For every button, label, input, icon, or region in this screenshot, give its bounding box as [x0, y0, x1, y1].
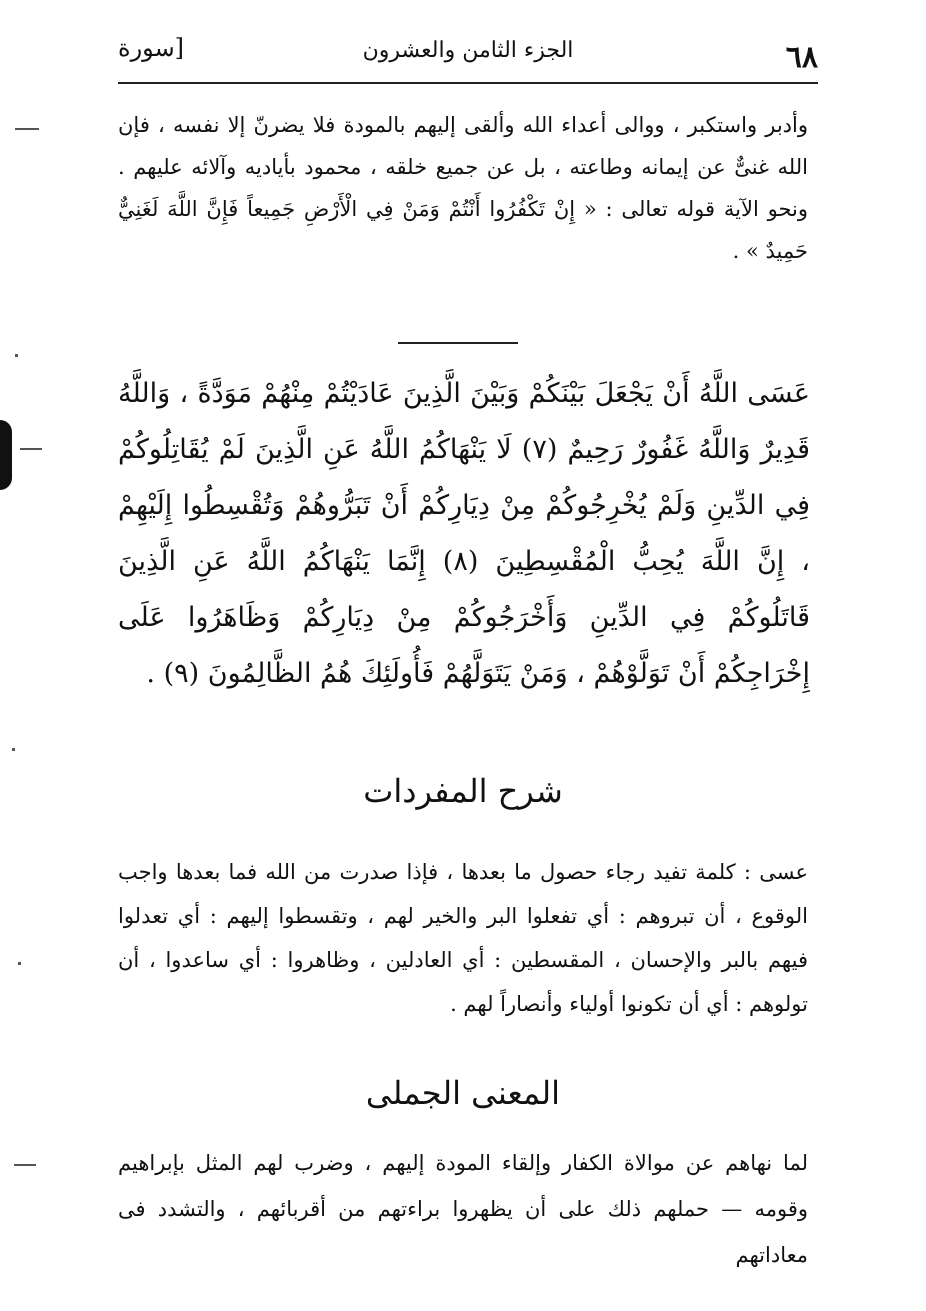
section-divider [398, 342, 518, 344]
scan-speck [14, 1164, 36, 1166]
surah-label: [سورة [118, 34, 185, 62]
scan-edge-mark [0, 420, 12, 490]
scan-speck [15, 354, 18, 357]
scan-speck [18, 962, 21, 965]
header-rule [118, 82, 818, 84]
scan-speck [20, 448, 42, 450]
running-title: الجزء الثامن والعشرون [362, 38, 574, 63]
commentary-paragraph: وأدبر واستكبر ، ووالى أعداء الله وألقى إليهم بالمودة فلا يضرنّ إلا نفسه ، فإن الله غنىٌّ عن إيمانه وطاعته ، بل عن جميع خلقه ، محمود بأياديه وآلائه عليهم . ونحو الآية قوله تعالى : « إِنْ تَكْفُرُوا أَنْتُمْ وَمَنْ فِي الْأَرْضِ جَمِيعاً فَإِنَّ اللَّهَ لَغَنِيٌّ حَمِيدٌ » . [118, 113, 808, 263]
scan-speck [15, 128, 39, 130]
page-number: ٦٨ [785, 40, 818, 75]
quran-verses: عَسَى اللَّهُ أَنْ يَجْعَلَ بَيْنَكُمْ وَبَيْنَ الَّذِينَ عَادَيْتُمْ مِنْهُمْ مَوَدَّةً ، وَاللَّهُ قَدِيرٌ وَاللَّهُ غَفُورٌ رَحِيمٌ (٧) لَا يَنْهَاكُمُ اللَّهُ عَنِ الَّذِينَ لَمْ يُقَاتِلُوكُمْ فِي الدِّينِ وَلَمْ يُخْرِجُوكُمْ مِنْ دِيَارِكُمْ أَنْ تَبَرُّوهُمْ وَتُقْسِطُوا إِلَيْهِمْ ، إِنَّ اللَّهَ يُحِبُّ الْمُقْسِطِينَ (٨) إِنَّمَا يَنْهَاكُمُ اللَّهُ عَنِ الَّذِينَ قَاتَلُوكُمْ فِي الدِّينِ وَأَخْرَجُوكُمْ مِنْ دِيَارِكُمْ وَظَاهَرُوا عَلَى إِخْرَاجِكُمْ أَنْ تَوَلَّوْهُمْ ، وَمَنْ يَتَوَلَّهُمْ فَأُولَئِكَ هُمُ الظَّالِمُونَ (٩) . [118, 378, 810, 689]
vocabulary-paragraph: عسى : كلمة تفيد رجاء حصول ما بعدها ، فإذا صدرت من الله فما بعدها واجب الوقوع ، أن تبروهم : أي تفعلوا البر والخير لهم ، وتقسطوا إليهم : أي تعدلوا فيهم بالبر والإحسان ، المقسطين : أي العادلين ، وظاهروا : أي ساعدوا ، أن تولوهم : أي أن تكونوا أولياء وأنصاراً لهم . [118, 860, 808, 1016]
meaning-paragraph: لما نهاهم عن موالاة الكفار وإلقاء المودة إليهم ، وضرب لهم المثل بإبراهيم وقومه — حملهم ذلك على أن يظهروا براءتهم من أقربائهم ، والتشدد فى معاداتهم [118, 1151, 808, 1267]
meaning-heading: المعنى الجملى [365, 1074, 561, 1112]
page-header [118, 30, 818, 90]
vocabulary-heading: شرح المفردات [363, 772, 563, 810]
scan-speck [12, 748, 15, 751]
